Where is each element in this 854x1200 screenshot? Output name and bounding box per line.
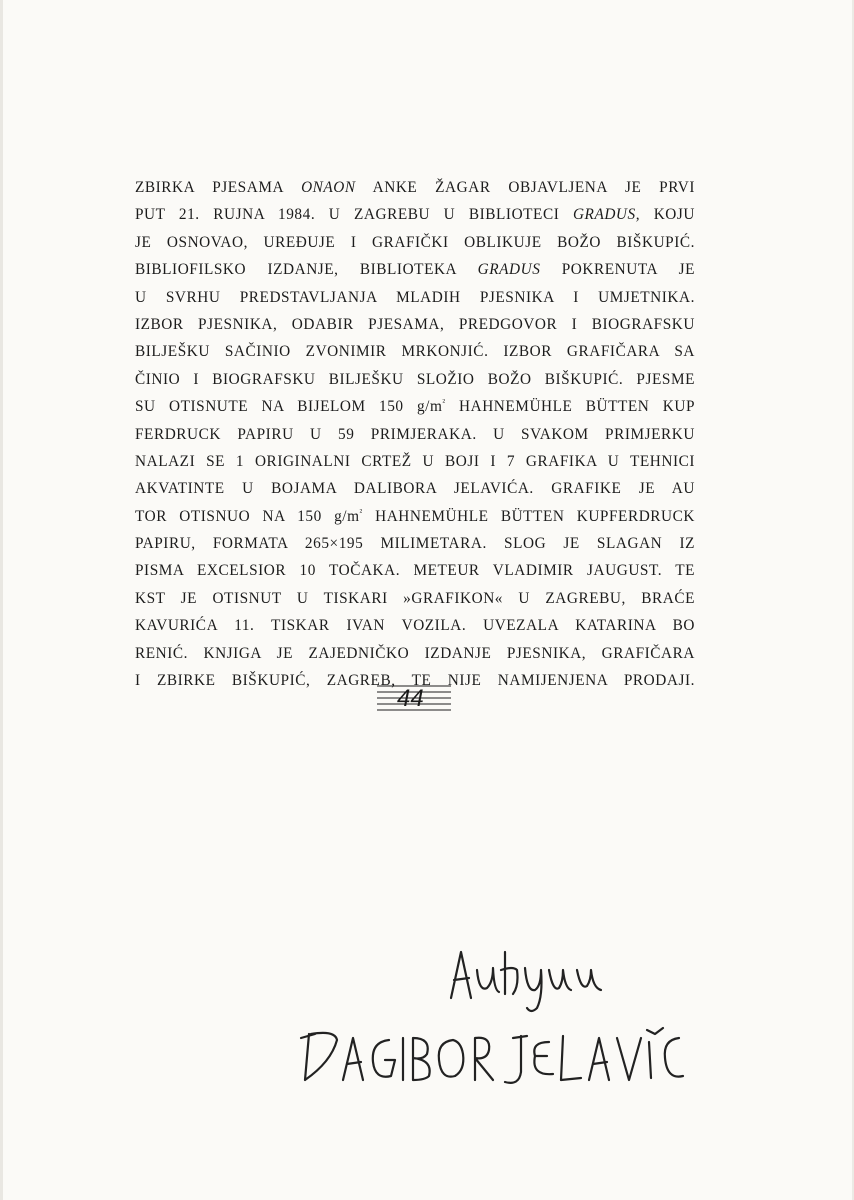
colophon-text-segment: ²	[359, 506, 363, 517]
colophon-line	[135, 448, 695, 475]
colophon-line	[135, 393, 695, 420]
colophon-text-segment: ANKE ŽAGAR OBJAVLJENA JE PRVI	[355, 179, 695, 196]
colophon-text-segment: ²	[442, 397, 446, 408]
colophon-text-segment: I ZBIRKE BIŠKUPIĆ, ZAGREB, TE NIJE NAMIJENJENA PRODAJI.	[135, 672, 695, 690]
colophon-line	[135, 503, 695, 530]
colophon-text-segment: KST JE OTISNUT U TISKARI »GRAFIKON« U ZAGREBU, BRAĆE	[135, 589, 695, 607]
colophon-text-segment: U SVRHU PREDSTAVLJANJA MLADIH PJESNIKA I UMJETNIKA.	[135, 288, 695, 306]
copy-number: 44	[397, 685, 424, 712]
colophon-text-segment: KAVURIĆA 11. TISKAR IVAN VOZILA. UVEZALA KATARINA BO	[135, 617, 695, 635]
signature-text: Autotypu DALIBOR JELAVIĆ	[291, 930, 304, 931]
colophon-line	[135, 174, 695, 201]
colophon-line	[135, 338, 695, 365]
colophon-line	[135, 557, 695, 584]
colophon-line	[135, 421, 695, 448]
colophon-text-segment: JE OSNOVAO, UREĐUJE I GRAFIČKI OBLIKUJE BOŽO BIŠKUPIĆ.	[135, 233, 695, 251]
colophon-text-segment: NALAZI SE 1 ORIGINALNI CRTEŽ U BOJI I 7 GRAFIKA U TEHNICI	[135, 452, 695, 470]
colophon-line	[135, 612, 695, 639]
colophon-text-segment: GRADUS,	[572, 206, 641, 224]
colophon-text-segment: BILJEŠKU SAČINIO ZVONIMIR MRKONJIĆ. IZBOR GRAFIČARA SA	[135, 343, 695, 361]
colophon-line	[135, 201, 695, 228]
colophon-line	[135, 366, 695, 393]
colophon-text-segment: PAPIRU, FORMATA 265×195 MILIMETARA. SLOG JE SLAGAN IZ	[135, 535, 695, 553]
colophon-line	[135, 475, 695, 502]
colophon-line	[135, 530, 695, 557]
colophon-text-segment: AKVATINTE U BOJAMA DALIBORA JELAVIĆA. GRAFIKE JE AU	[135, 480, 695, 498]
handwritten-signature	[291, 930, 711, 1110]
colophon-text-segment: RENIĆ. KNJIGA JE ZAJEDNIČKO IZDANJE PJESNIKA, GRAFIČARA	[135, 644, 695, 662]
colophon-text-segment: TOR OTISNUO NA 150 g/m	[135, 507, 360, 525]
colophon-text-segment: GRADUS	[477, 261, 541, 279]
colophon-text-segment: HAHNEMÜHLE BÜTTEN KUPFERDRUCK	[362, 507, 695, 525]
colophon-line	[135, 256, 695, 283]
copy-number-mark	[375, 678, 453, 718]
colophon-text-segment: POKRENUTA JE	[540, 261, 695, 279]
colophon-text-segment: SU OTISNUTE NA BIJELOM 150 g/m	[135, 398, 443, 416]
colophon-text-segment: IZBOR PJESNIKA, ODABIR PJESAMA, PREDGOVOR I BIOGRAFSKU	[135, 315, 695, 333]
colophon-text-segment: PUT 21. RUJNA 1984. U ZAGREBU U BIBLIOTECI	[135, 206, 573, 224]
colophon-line	[135, 585, 695, 612]
colophon-text-segment: BIBLIOFILSKO IZDANJE, BIBLIOTEKA	[135, 261, 478, 279]
colophon-text-segment: ČINIO I BIOGRAFSKU BILJEŠKU SLOŽIO BOŽO BIŠKUPIĆ. PJESME	[135, 370, 695, 388]
colophon-line	[135, 284, 695, 311]
colophon-text-segment: ONAON	[301, 179, 356, 196]
colophon-text	[135, 174, 695, 694]
colophon-text-segment: PISMA EXCELSIOR 10 TOČAKA. METEUR VLADIMIR JAUGUST. TE	[135, 562, 695, 580]
colophon-text-segment: HAHNEMÜHLE BÜTTEN KUP	[445, 398, 695, 416]
colophon-line	[135, 229, 695, 256]
colophon-text-segment: ZBIRKA PJESAMA	[135, 179, 302, 196]
colophon-line	[135, 311, 695, 338]
colophon-text-segment: KOJU	[640, 206, 696, 224]
colophon-line	[135, 640, 695, 667]
colophon-text-segment: FERDRUCK PAPIRU U 59 PRIMJERAKA. U SVAKOM PRIMJERKU	[135, 425, 695, 443]
